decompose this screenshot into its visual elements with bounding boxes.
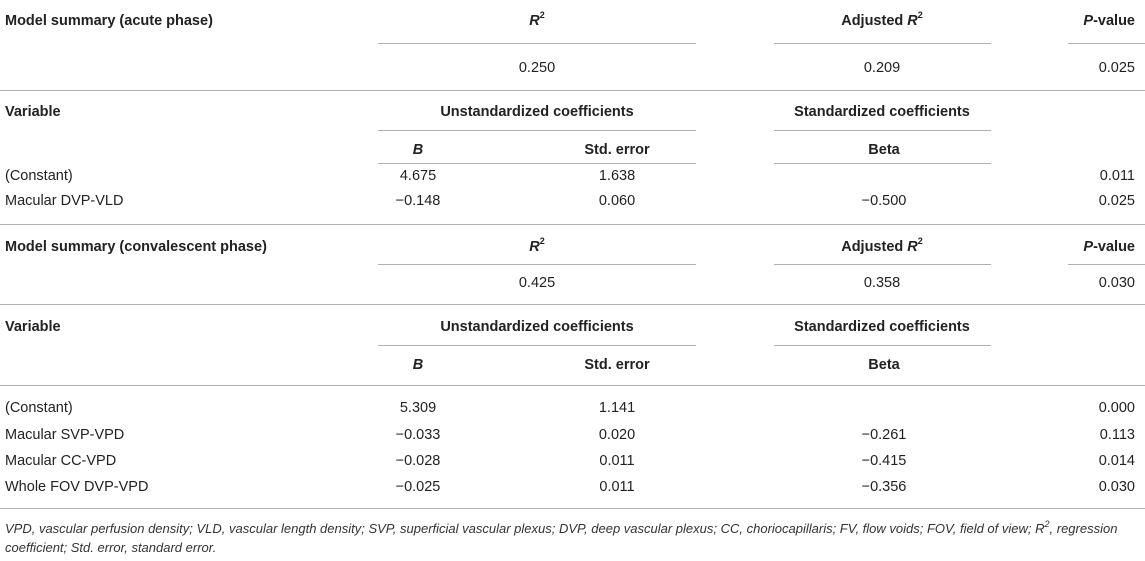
phase-divider	[0, 224, 1145, 225]
row-se: 1.638	[598, 168, 636, 184]
row-se: 0.060	[598, 193, 636, 209]
acute-unstandardized-header: Unstandardized coefficients	[440, 104, 634, 120]
convalescent-r2-underline	[378, 264, 696, 265]
row-name: Macular DVP-VLD	[5, 193, 124, 209]
row-b: −0.025	[395, 479, 441, 495]
acute-unstd-underline	[378, 130, 696, 131]
convalescent-divider	[0, 304, 1145, 305]
row-beta: −0.356	[861, 479, 907, 495]
convalescent-variable-header: Variable	[5, 319, 61, 335]
acute-beta-underline	[774, 163, 991, 164]
convalescent-standardized-header: Standardized coefficients	[794, 319, 970, 335]
table-bottom-rule	[0, 508, 1145, 509]
row-se: 0.020	[598, 427, 636, 443]
convalescent-header-divider	[0, 385, 1145, 386]
acute-beta-header: Beta	[868, 142, 900, 158]
acute-b-se-underline	[378, 163, 696, 164]
row-b: −0.033	[395, 427, 441, 443]
acute-r2-value: 0.250	[518, 60, 556, 76]
row-name: (Constant)	[5, 400, 73, 416]
convalescent-adj-underline	[774, 264, 991, 265]
convalescent-p-underline	[1068, 264, 1145, 265]
convalescent-adjusted-r2-header: Adjusted $R^2$	[841, 236, 923, 255]
row-p: 0.113	[1099, 427, 1135, 443]
convalescent-model-summary-title: Model summary (convalescent phase)	[5, 239, 267, 255]
row-name: (Constant)	[5, 168, 73, 184]
row-beta: −0.500	[861, 193, 907, 209]
row-b: −0.148	[395, 193, 441, 209]
acute-std-underline	[774, 130, 991, 131]
convalescent-r2-value: 0.425	[518, 275, 556, 291]
convalescent-unstandardized-header: Unstandardized coefficients	[440, 319, 634, 335]
acute-adj-underline	[774, 43, 991, 44]
convalescent-p-value-header: P-value	[1083, 239, 1135, 255]
row-name: Macular SVP-VPD	[5, 427, 125, 443]
row-p: 0.000	[1098, 400, 1135, 416]
row-se: 0.011	[599, 479, 635, 495]
acute-r2-underline	[378, 43, 696, 44]
acute-p-value: 0.025	[1098, 60, 1135, 76]
convalescent-std-underline	[774, 345, 991, 346]
row-name: Whole FOV DVP-VPD	[5, 479, 149, 495]
row-p: 0.030	[1098, 479, 1135, 495]
row-p: 0.011	[1099, 168, 1135, 184]
acute-standardized-header: Standardized coefficients	[794, 104, 970, 120]
acute-model-summary-title: Model summary (acute phase)	[5, 13, 213, 29]
row-p: 0.025	[1098, 193, 1135, 209]
acute-divider	[0, 90, 1145, 91]
row-se: 0.011	[599, 453, 635, 469]
convalescent-r2-header: $R^2$	[529, 236, 545, 255]
row-name: Macular CC-VPD	[5, 453, 117, 469]
acute-p-underline	[1068, 43, 1145, 44]
row-se: 1.141	[598, 400, 636, 416]
convalescent-beta-header: Beta	[868, 357, 900, 373]
row-beta: −0.261	[861, 427, 907, 443]
convalescent-se-header: Std. error	[584, 357, 650, 373]
convalescent-adjusted-r2-value: 0.358	[863, 275, 901, 291]
acute-adjusted-r2-header: Adjusted $R^2$	[841, 10, 923, 29]
acute-r2-header: $R^2$	[529, 10, 545, 29]
convalescent-b-header: B	[412, 357, 424, 373]
acute-adjusted-r2-value: 0.209	[863, 60, 901, 76]
row-b: 5.309	[399, 400, 437, 416]
acute-p-value-header: P-value	[1083, 13, 1135, 29]
row-beta: −0.415	[861, 453, 907, 469]
convalescent-p-value: 0.030	[1098, 275, 1135, 291]
acute-b-header: B	[412, 142, 424, 158]
acute-se-header: Std. error	[584, 142, 650, 158]
convalescent-unstd-underline	[378, 345, 696, 346]
row-p: 0.014	[1098, 453, 1135, 469]
table-footnote: VPD, vascular perfusion density; VLD, vascular length density; SVP, superficial vascular plexus; DVP, deep vascular plexus; CC, choriocapillaris; FV, flow voids; FOV, field of view; $R^2$, regression coefficient; Std. error, standard error.	[5, 518, 1118, 555]
row-b: 4.675	[399, 168, 437, 184]
acute-variable-header: Variable	[5, 104, 61, 120]
row-b: −0.028	[395, 453, 441, 469]
